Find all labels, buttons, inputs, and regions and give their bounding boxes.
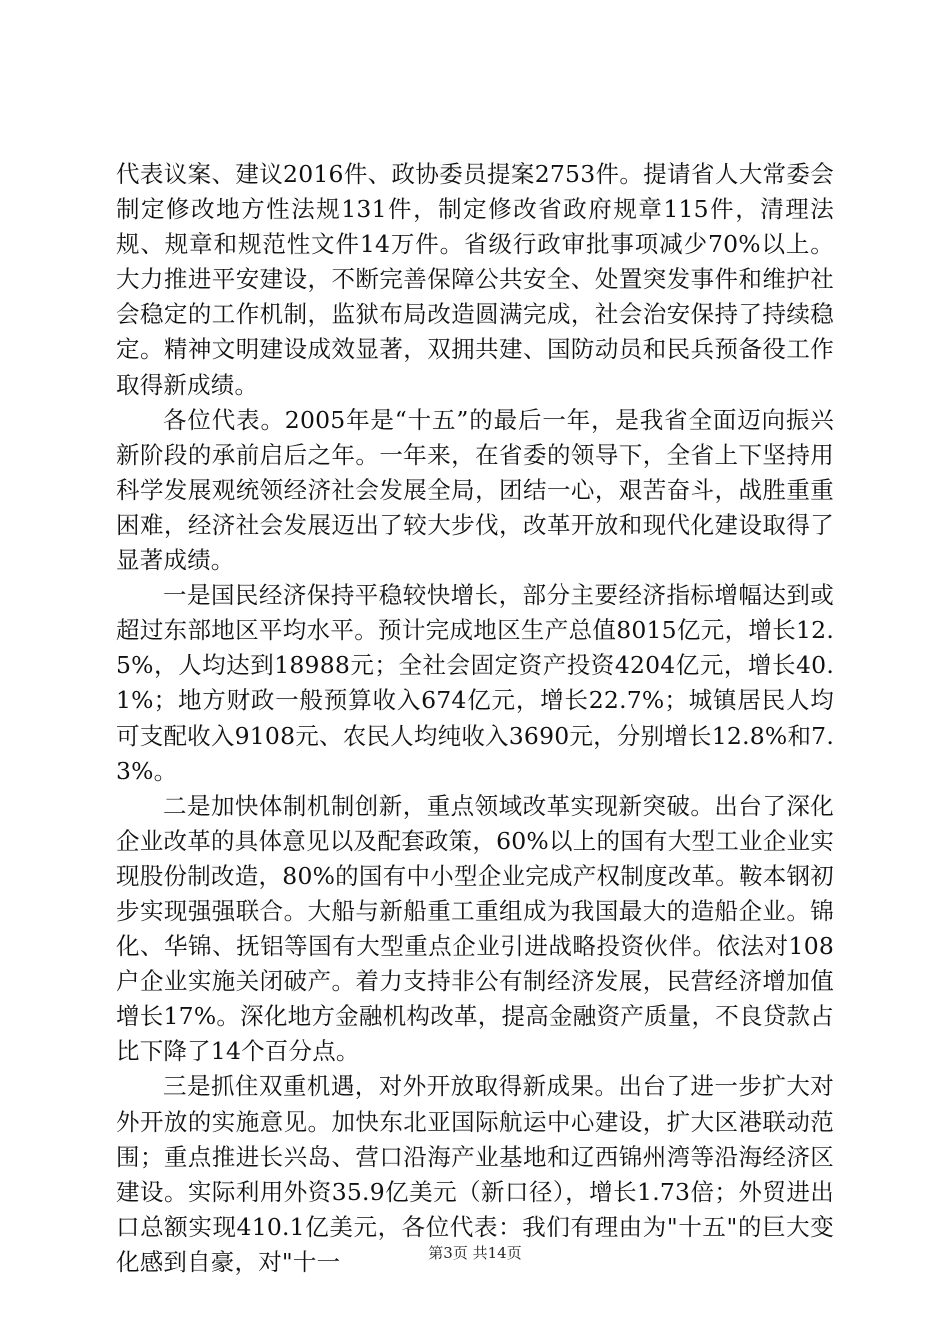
document-body xyxy=(116,157,834,1280)
paragraph-4: 二是加快体制机制创新，重点领域改革实现新突破。出台了深化企业改革的具体意见以及配套政策，60%以上的国有大型工业企业实现股份制改造，80%的国有中小型企业完成产权制度改革。鞍本钢初步实现强强联合。大船与新船重工重组成为我国最大的造船企业。锦化、华锦、抚铝等国有大型重点企业引进战略投资伙伴。依法对108户企业实施关闭破产。着力支持非公有制经济发展，民营经济增加值增长17%。深化地方金融机构改革，提高金融资产质量，不良贷款占比下降了14个百分点。 xyxy=(116,791,834,1066)
paragraph-3: 一是国民经济保持平稳较快增长，部分主要经济指标增幅达到或超过东部地区平均水平。预计完成地区生产总值8015亿元，增长12.5%，人均达到18988元；全社会固定资产投资4204亿元，增长40.1%；地方财政一般预算收入674亿元，增长22.7%；城镇居民人均可支配收入9108元、农民人均纯收入3690元，分别增长12.8%和7.3%。 xyxy=(116,581,834,785)
page-footer xyxy=(0,1243,950,1263)
page-number-label: 第3页 共14页 xyxy=(428,1244,522,1262)
paragraph-1: 代表议案、建议2016件、政协委员提案2753件。提请省人大常委会制定修改地方性法规131件，制定修改省政府规章115件，清理法规、规章和规范性文件14万件。省级行政审批事项减少70%以上。大力推进平安建设，不断完善保障公共安全、处置突发事件和维护社会稳定的工作机制，监狱布局改造圆满完成，社会治安保持了持续稳定。精神文明建设成效显著，双拥共建、国防动员和民兵预备役工作取得新成绩。 xyxy=(116,160,834,399)
paragraph-2: 各位代表。2005年是“十五”的最后一年，是我省全面迈向振兴新阶段的承前启后之年。一年来，在省委的领导下，全省上下坚持用科学发展观统领经济社会发展全局，团结一心，艰苦奋斗，战胜重重困难，经济社会发展迈出了较大步伐，改革开放和现代化建设取得了显著成绩。 xyxy=(116,405,834,575)
paragraph-5: 三是抓住双重机遇，对外开放取得新成果。出台了进一步扩大对外开放的实施意见。加快东北亚国际航运中心建设，扩大区港联动范围；重点推进长兴岛、营口沿海产业基地和辽西锦州湾等沿海经济区建设。实际利用外资35.9亿美元（新口径），增长1.73倍；外贸进出口总额实现410.1亿美元，各位代表：我们有理由为"十五"的巨大变化感到自豪，对"十一 xyxy=(116,1072,834,1276)
